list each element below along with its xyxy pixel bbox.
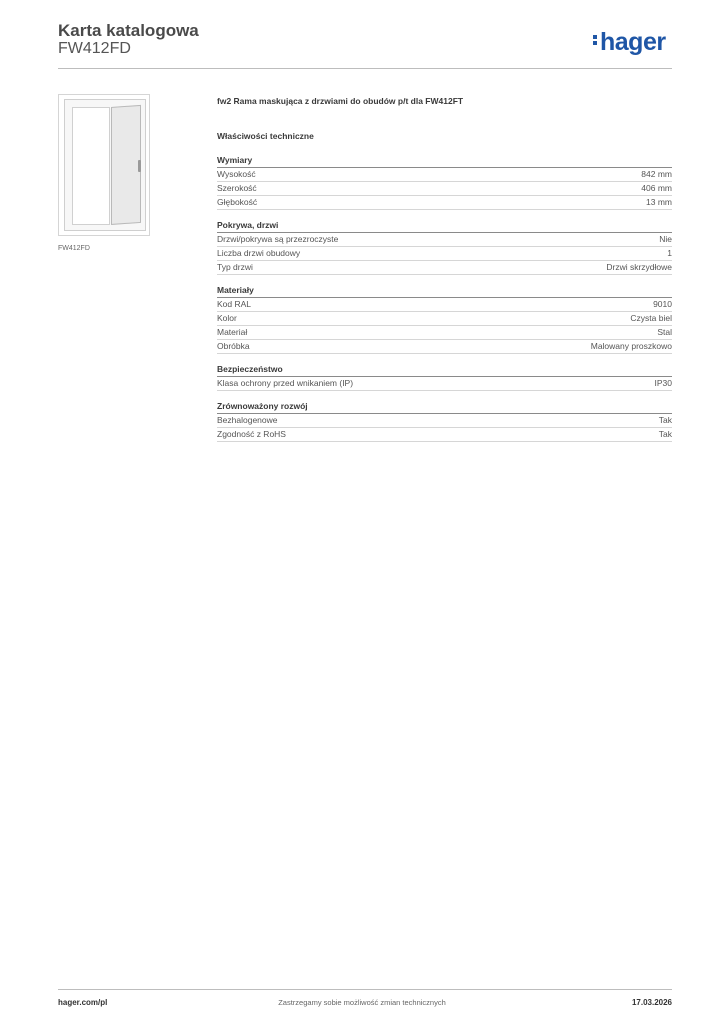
hager-logo <box>593 28 666 57</box>
spec-row <box>217 233 672 247</box>
spec-value: Drzwi skrzydłowe <box>606 262 672 272</box>
spec-value: Nie <box>659 234 672 244</box>
spec-section-title: Pokrywa, drzwi <box>217 220 672 233</box>
spec-sections <box>217 155 672 442</box>
spec-section <box>217 285 672 354</box>
spec-row <box>217 340 672 354</box>
footer-disclaimer: Zastrzegamy sobie możliwość zmian technicznych <box>278 998 446 1007</box>
spec-value: IP30 <box>654 378 672 388</box>
spec-label: Zgodność z RoHS <box>217 429 286 439</box>
spec-section <box>217 364 672 391</box>
spec-value: 1 <box>667 248 672 258</box>
spec-label: Wysokość <box>217 169 256 179</box>
product-details <box>217 96 672 442</box>
spec-section-title: Bezpieczeństwo <box>217 364 672 377</box>
spec-row <box>217 196 672 210</box>
spec-value: Stal <box>657 327 672 337</box>
product-frame-illustration <box>64 99 146 231</box>
spec-label: Bezhalogenowe <box>217 415 278 425</box>
spec-section <box>217 220 672 275</box>
spec-label: Szerokość <box>217 183 257 193</box>
product-title: fw2 Rama maskująca z drzwiami do obudów p/t dla FW412FT <box>217 96 464 106</box>
footer-divider <box>58 989 672 990</box>
spec-label: Kod RAL <box>217 299 252 309</box>
spec-label: Kolor <box>217 313 237 323</box>
spec-section <box>217 155 672 210</box>
document-title: Karta katalogowa <box>58 21 199 40</box>
spec-label: Liczba drzwi obudowy <box>217 248 301 258</box>
door-handle-illustration <box>138 160 141 172</box>
spec-value: 13 mm <box>646 197 672 207</box>
spec-value: 9010 <box>653 299 672 309</box>
spec-value: Malowany proszkowo <box>590 341 672 351</box>
spec-value: Czysta biel <box>630 313 672 323</box>
door-illustration <box>111 105 141 225</box>
spec-row <box>217 298 672 312</box>
spec-section-title: Wymiary <box>217 155 672 168</box>
technical-properties-heading: Właściwości techniczne <box>217 131 314 141</box>
spec-label: Drzwi/pokrywa są przezroczyste <box>217 234 339 244</box>
frame-opening-illustration <box>72 107 110 225</box>
header-divider <box>58 68 672 69</box>
spec-value: 406 mm <box>641 183 672 193</box>
logo-text: hager <box>600 28 666 56</box>
document-subtitle: FW412FD <box>58 40 131 57</box>
footer-date: 17.03.2026 <box>631 998 672 1007</box>
spec-row <box>217 182 672 196</box>
spec-row <box>217 414 672 428</box>
spec-section <box>217 401 672 442</box>
spec-label: Materiał <box>217 327 248 337</box>
spec-section-title: Zrównoważony rozwój <box>217 401 672 414</box>
footer-website: hager.com/pl <box>58 998 108 1007</box>
spec-label: Klasa ochrony przed wnikaniem (IP) <box>217 378 354 388</box>
spec-row <box>217 168 672 182</box>
spec-row <box>217 377 672 391</box>
spec-row <box>217 428 672 442</box>
spec-row <box>217 261 672 275</box>
product-image <box>58 94 150 236</box>
spec-row <box>217 326 672 340</box>
spec-row <box>217 312 672 326</box>
spec-label: Obróbka <box>217 341 250 351</box>
spec-value: Tak <box>658 415 672 425</box>
spec-label: Głębokość <box>217 197 258 207</box>
spec-section-title: Materiały <box>217 285 672 298</box>
product-image-caption: FW412FD <box>58 245 90 252</box>
spec-value: Tak <box>658 429 672 439</box>
spec-value: 842 mm <box>641 169 672 179</box>
spec-row <box>217 247 672 261</box>
logo-dots-icon <box>593 33 598 47</box>
spec-label: Typ drzwi <box>217 262 253 272</box>
